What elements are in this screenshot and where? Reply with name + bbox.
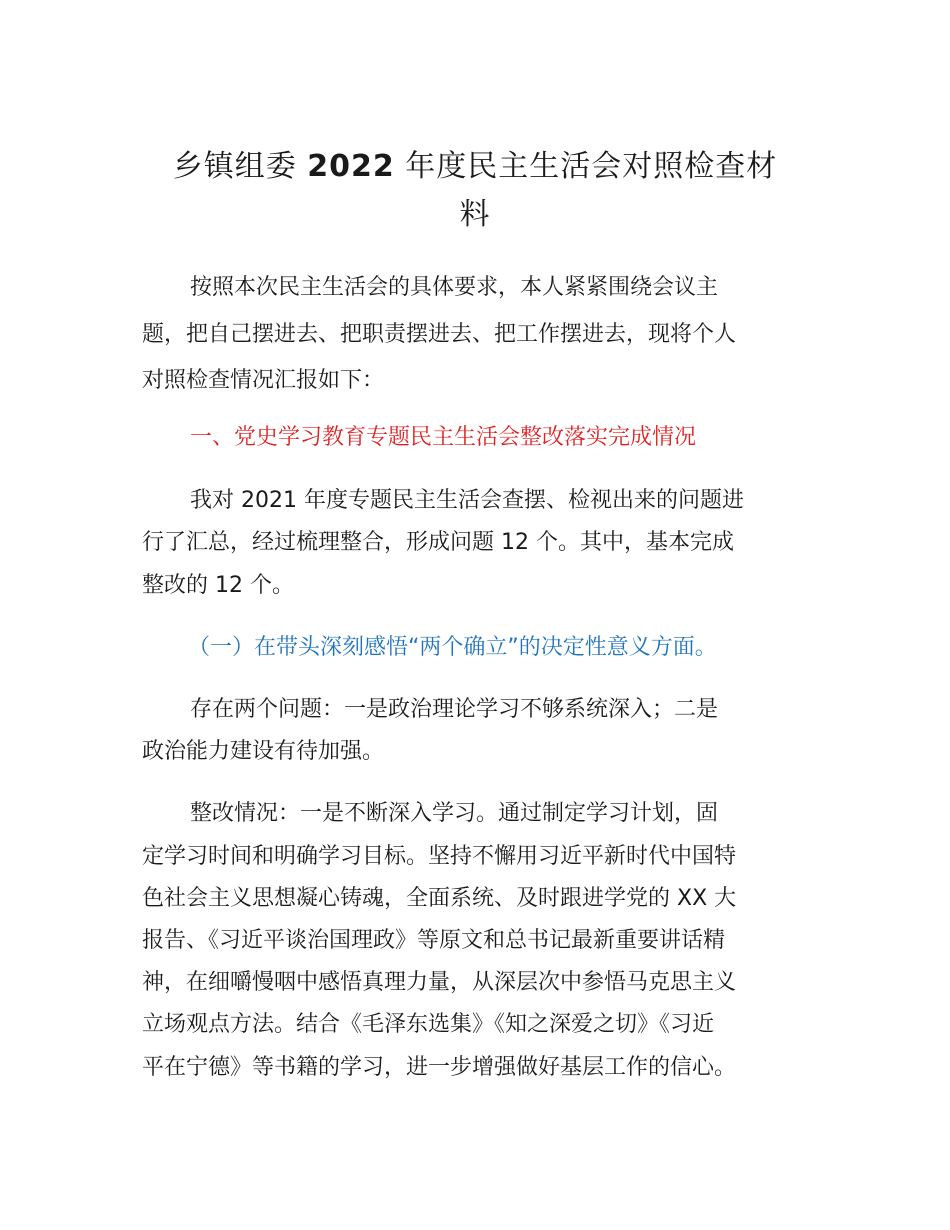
title-year: 2022 [307, 149, 395, 184]
section-heading-1: 一、党史学习教育专题民主生活会整改落实完成情况 [190, 425, 697, 450]
paragraph-3-line-1: 存在两个问题：一是政治理论学习不够系统深入；二是 [190, 697, 719, 722]
title-line-2: 料 [459, 197, 491, 232]
paragraph-2-line-3: 整改的 12 个。 [142, 573, 294, 598]
document-title [110, 143, 840, 239]
paragraph-1-line-2: 题，把自己摆进去、把职责摆进去、把工作摆进去，现将个人 [142, 322, 737, 347]
paragraph-4-line-5: 神，在细嚼慢咽中感悟真理力量，从深层次中参悟马克思主义 [142, 970, 737, 995]
paragraph-2-line-2: 行了汇总，经过梳理整合，形成问题 12 个。其中，基本完成 [142, 530, 734, 555]
paragraph-4-line-4: 报告、《习近平谈治国理政》等原文和总书记最新重要讲话精 [142, 928, 726, 953]
title-prefix: 乡镇组委 [172, 149, 297, 184]
paragraph-4-line-1: 整改情况：一是不断深入学习。通过制定学习计划，固 [190, 801, 719, 826]
paragraph-3-line-2: 政治能力建设有待加强。 [142, 739, 385, 764]
paragraph-2-line-1: 我对 2021 年度专题民主生活会查摆、检视出来的问题进 [190, 488, 744, 513]
paragraph-4-line-2: 定学习时间和明确学习目标。坚持不懈用习近平新时代中国特 [142, 844, 737, 869]
paragraph-1-line-1: 按照本次民主生活会的具体要求，本人紧紧围绕会议主 [190, 275, 719, 300]
paragraph-1-line-3: 对照检查情况汇报如下： [142, 368, 385, 393]
paragraph-4-line-3: 色社会主义思想凝心铸魂，全面系统、及时跟进学党的 XX 大 [142, 886, 737, 911]
title-rest: 年度民主生活会对照检查材 [405, 149, 778, 184]
paragraph-4-line-6: 立场观点方法。结合《毛泽东选集》《知之深爱之切》《习近 [142, 1012, 715, 1037]
subsection-heading-1: （一）在带头深刻感悟“两个确立”的决定性意义方面。 [188, 635, 717, 660]
paragraph-4-line-7: 平在宁德》等书籍的学习，进一步增强做好基层工作的信心。 [142, 1055, 737, 1080]
